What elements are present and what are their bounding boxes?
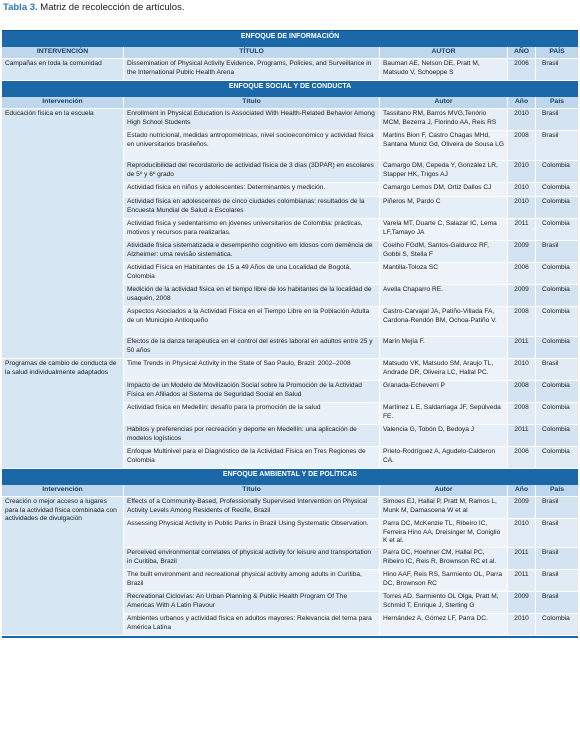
author-cell: Parra DC, McKenzie TL, Ribeiro IC, Ferreira Hino AA, Dreisinger M, Coniglio K et al.: [380, 519, 508, 548]
author-cell: Prieto-Rodríguez A, Agudelo-Calderon CA.: [380, 447, 508, 469]
author-cell: Parra DC, Hoehner CM, Hallal PC, Ribeiro IC, Reis R, Brownson RC et al.: [380, 548, 508, 570]
author-cell: Coelho FGdM, Santos-Galduroz RF, Gobbi S, Stella F: [380, 241, 508, 263]
article-matrix: [2, 30, 578, 638]
author-cell: Avella Chaparro RE.: [380, 285, 508, 307]
country-cell: Colombia: [536, 285, 578, 307]
title-cell: Enfoque Multinivel para el Diagnóstico de la Actividad Física en Tres Regiones de Colombia: [124, 447, 380, 469]
year-cell: 2011: [508, 337, 536, 359]
country-cell: Brasil: [536, 359, 578, 381]
section-title: ENFOQUE AMBIENTAL Y DE POLÍTICAS: [2, 469, 578, 485]
author-cell: Mantilla-Toloza SC: [380, 263, 508, 285]
column-header-intervention: Intervención: [2, 485, 124, 497]
column-header-title: TÍTULO: [124, 47, 380, 59]
title-cell: Reproducibilidad del recordatorio de actividad física de 3 días (3DPAR) en escolares de 5º y 6º grado: [124, 161, 380, 183]
section-title: ENFOQUE DE INFORMACIÓN: [2, 30, 578, 47]
country-cell: Colombia: [536, 403, 578, 425]
title-cell: Actividad física en niños y adolescentes: Determinantes y medición.: [124, 183, 380, 197]
author-cell: Hino AAF, Reis RS, Sarmiento OL, Parra DC, Brownson RC: [380, 570, 508, 592]
year-cell: 2010: [508, 614, 536, 636]
intervention-cell: Programas de cambio de conducta de la salud individualmente adaptados: [2, 359, 124, 469]
title-cell: Time Trends in Physical Activity in the State of Sao Paulo, Brazil: 2002–2008: [124, 359, 380, 381]
article-matrix-body: [2, 30, 578, 636]
title-cell: Actividad física y sedentarismo en jóvenes universitarios de Colombia: prácticas, motivos y recursos para realizarlas.: [124, 219, 380, 241]
column-header-intervention: INTERVENCIÓN: [2, 47, 124, 59]
title-cell: Aspectos Asociados a la Actividad Física en el Tiempo Libre en la Población Adulta de un Municipio Antioqueño: [124, 307, 380, 337]
author-cell: Marín Mejía F.: [380, 337, 508, 359]
year-cell: 2010: [508, 197, 536, 219]
table-caption: [3, 2, 184, 13]
intervention-cell: Campañas en toda la comunidad: [2, 59, 124, 81]
table-caption-label: Tabla 3.: [3, 2, 38, 13]
section-header-row: [2, 30, 578, 47]
year-cell: 2006: [508, 263, 536, 285]
year-cell: 2006: [508, 59, 536, 81]
column-header-intervention: Intervención: [2, 97, 124, 109]
year-cell: 2008: [508, 131, 536, 161]
year-cell: 2009: [508, 285, 536, 307]
title-cell: Actividad física en adolescentes de cinco ciudades colombianas: resultados de la Encuesta Mundial de Salud a Escolares: [124, 197, 380, 219]
section-header-row: [2, 469, 578, 485]
title-cell: Efectos de la danza terapéutica en el control del estrés laboral en adultos entre 25 y 50 años: [124, 337, 380, 359]
title-cell: Perceived environmental correlates of physical activity for leisure and transportation in Curitiba, Brazil: [124, 548, 380, 570]
country-cell: Colombia: [536, 614, 578, 636]
column-header-row: [2, 97, 578, 109]
author-cell: Martínez L E, Saldarriaga JF, Sepúlveda FE.: [380, 403, 508, 425]
table-row: [2, 359, 578, 381]
year-cell: 2011: [508, 570, 536, 592]
author-cell: Camargo DM, Cepeda Y, González LR, Stapper HK, Trigos AJ: [380, 161, 508, 183]
year-cell: 2006: [508, 447, 536, 469]
author-cell: Tassitano RM, Barros MVG,Tenório MCM, Bezerra J, Florindo AA, Reis RS: [380, 109, 508, 131]
country-cell: Brasil: [536, 59, 578, 81]
column-header-year: Año: [508, 97, 536, 109]
author-cell: Camargo Lemos DM, Ortiz Dallos CJ: [380, 183, 508, 197]
year-cell: 2010: [508, 519, 536, 548]
country-cell: Colombia: [536, 425, 578, 447]
year-cell: 2009: [508, 497, 536, 519]
year-cell: 2008: [508, 403, 536, 425]
author-cell: Matsudo VK, Matsudo SM, Araujo TL, Andrade DR, Oliveira LC, Hallal PC.: [380, 359, 508, 381]
article-matrix-table: [2, 30, 578, 636]
country-cell: Colombia: [536, 447, 578, 469]
table-row: [2, 109, 578, 131]
author-cell: Granada-Echeverri P: [380, 381, 508, 403]
author-cell: Piñeros M, Pardo C: [380, 197, 508, 219]
year-cell: 2008: [508, 381, 536, 403]
country-cell: Colombia: [536, 197, 578, 219]
country-cell: Colombia: [536, 307, 578, 337]
title-cell: Enrollment in Physical Education Is Associated With Health-Related Behavior Among High School Students: [124, 109, 380, 131]
year-cell: 2011: [508, 548, 536, 570]
title-cell: Hábitos y preferencias por recreación y deporte en Medellín: una aplicación de modelos logísticos: [124, 425, 380, 447]
year-cell: 2009: [508, 592, 536, 614]
title-cell: Ambientes urbanos y actividad física en adultos mayores: Relevancia del tema para América Latina: [124, 614, 380, 636]
country-cell: Brasil: [536, 241, 578, 263]
author-cell: Simoes EJ, Hallal P, Pratt M, Ramos L, Munk M, Damascena W et al: [380, 497, 508, 519]
column-header-title: Título: [124, 485, 380, 497]
year-cell: 2010: [508, 109, 536, 131]
title-cell: The built environment and recreational physical activity among adults in Curitiba, Brazil: [124, 570, 380, 592]
country-cell: Brasil: [536, 548, 578, 570]
table-row: [2, 497, 578, 519]
author-cell: Valencia G, Tobón D, Bedoya J: [380, 425, 508, 447]
column-header-country: País: [536, 97, 578, 109]
title-cell: Atividade física sistematizada e desempenho cognitivo em idosos com demência de Alzheimer: uma revisão sistemática.: [124, 241, 380, 263]
year-cell: 2010: [508, 359, 536, 381]
column-header-year: Año: [508, 485, 536, 497]
country-cell: Colombia: [536, 337, 578, 359]
column-header-row: [2, 485, 578, 497]
title-cell: Estado nutricional, medidas antropométricas, nivel socioeconómico y actividad física en universitarios brasileños.: [124, 131, 380, 161]
author-cell: Castro-Carvajal JA, Patiño-Villada FA, Cardona-Rendón BM, Ochoa-Patiño V.: [380, 307, 508, 337]
table-bottom-rule: [2, 636, 578, 638]
country-cell: Colombia: [536, 219, 578, 241]
intervention-cell: Creación o mejor acceso a lugares para la actividad física combinada con actividades de divulgación: [2, 497, 124, 636]
title-cell: Medición de la actividad física en el tiempo libre de los habitantes de la localidad de usaquén, 2008: [124, 285, 380, 307]
title-cell: Effects of a Community-Based, Professionally Supervised Intervention on Physical Activity Levels Among Residents of Recife, Brazil: [124, 497, 380, 519]
column-header-author: Autor: [380, 485, 508, 497]
country-cell: Brasil: [536, 592, 578, 614]
country-cell: Brasil: [536, 519, 578, 548]
table-caption-text: Matriz de recolección de artículos.: [37, 2, 185, 13]
intervention-cell: Educación física en la escuela: [2, 109, 124, 359]
year-cell: 2008: [508, 307, 536, 337]
year-cell: 2010: [508, 161, 536, 183]
author-cell: Bauman AE, Nelson DE, Pratt M, Matsudo V, Schoeppe S: [380, 59, 508, 81]
table-row: [2, 59, 578, 81]
title-cell: Actividad Física en Habitantes de 15 a 49 Años de una Localidad de Bogotá, Colombia: [124, 263, 380, 285]
section-title: ENFOQUE SOCIAL Y DE CONDUCTA: [2, 81, 578, 97]
year-cell: 2011: [508, 425, 536, 447]
section-header-row: [2, 81, 578, 97]
title-cell: Recreational Ciclovías: An Urban Planning & Public Health Program Of The Americas With A Latin Flavour: [124, 592, 380, 614]
country-cell: Brasil: [536, 109, 578, 131]
column-header-country: PAÍS: [536, 47, 578, 59]
author-cell: Torres AD. Sarmiento OL Olga, Pratt M, Schmid T, Enrique J, Sterling G: [380, 592, 508, 614]
title-cell: Actividad física en Medellín: desafío para la promoción de la salud: [124, 403, 380, 425]
country-cell: Colombia: [536, 263, 578, 285]
title-cell: Dissemination of Physical Activity Evidence, Programs, Policies, and Surveillance in the International Public Health Arena: [124, 59, 380, 81]
author-cell: Varela MT, Duarte C, Salazar IC, Lema LF,Tamayo JA: [380, 219, 508, 241]
year-cell: 2010: [508, 183, 536, 197]
country-cell: Brasil: [536, 497, 578, 519]
country-cell: Colombia: [536, 381, 578, 403]
country-cell: Brasil: [536, 570, 578, 592]
author-cell: Hernández A, Gómez LF, Parra DC.: [380, 614, 508, 636]
year-cell: 2011: [508, 219, 536, 241]
author-cell: Martins Bion F, Castro Chagas MHd, Santana Muniz Gd, Oliveira de Sousa LG: [380, 131, 508, 161]
column-header-country: País: [536, 485, 578, 497]
title-cell: Impacto de un Modelo de Movilización Social sobre la Promoción de la Actividad Física en Afiliados al Sistema de Seguridad Social en Salud: [124, 381, 380, 403]
title-cell: Assessing Physical Activity in Public Parks in Brazil Using Systematic Observation.: [124, 519, 380, 548]
column-header-year: AÑO: [508, 47, 536, 59]
column-header-author: Autor: [380, 97, 508, 109]
country-cell: Colombia: [536, 183, 578, 197]
year-cell: 2009: [508, 241, 536, 263]
column-header-row: [2, 47, 578, 59]
country-cell: Brasil: [536, 131, 578, 161]
column-header-author: AUTOR: [380, 47, 508, 59]
column-header-title: Título: [124, 97, 380, 109]
country-cell: Colombia: [536, 161, 578, 183]
